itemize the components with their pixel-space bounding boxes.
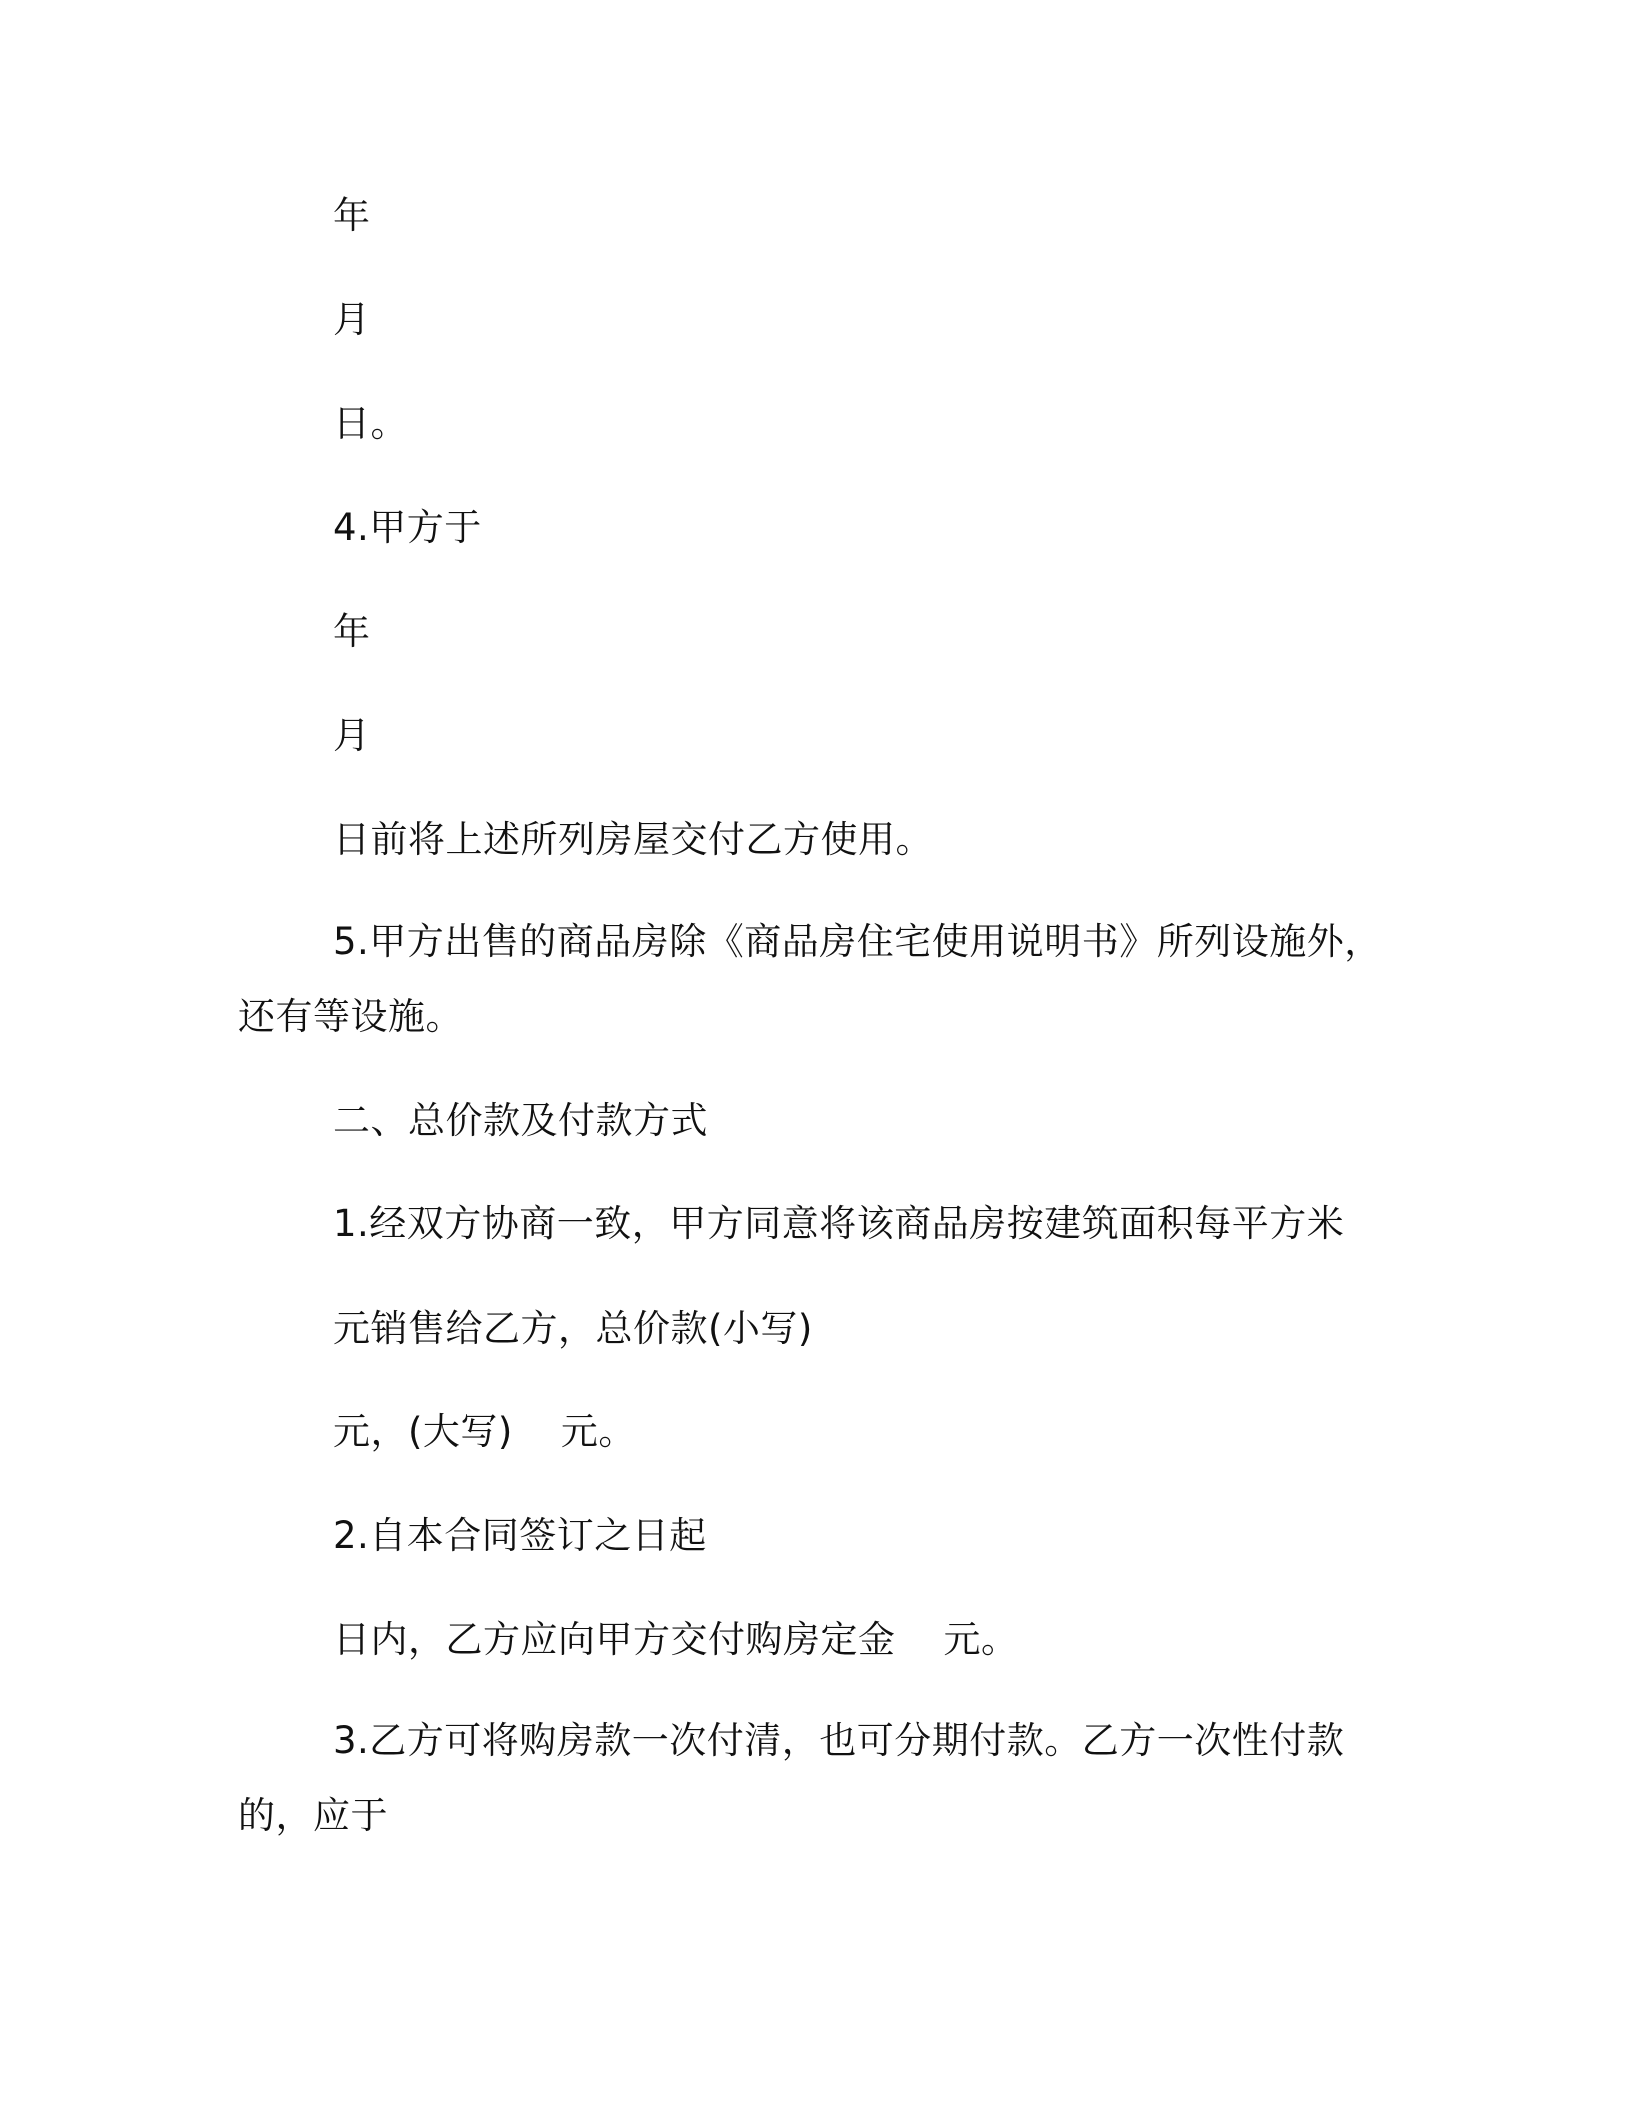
total-capital-label: 元，(大写) [333,1410,513,1453]
text-line-total-small: 元销售给乙方，总价款(小写) [333,1307,813,1350]
text-line-delivery: 日前将上述所列房屋交付乙方使用。 [333,818,933,861]
text-line-clause-4: 4.甲方于 [333,506,482,549]
text-line-year-1: 年 [333,194,371,237]
section-heading-price: 二、总价款及付款方式 [333,1099,708,1142]
text-line-clause-5: 5.甲方出售的商品房除《商品房住宅使用说明书》所列设施外， [333,920,1382,963]
text-line-month-1: 月 [333,298,371,341]
text-line-total-capital [333,1408,636,1456]
text-line-facilities: 还有等设施。 [238,995,463,1038]
deposit-label: 日内，乙方应向甲方交付购房定金 [333,1618,896,1661]
deposit-unit: 元。 [943,1618,1019,1661]
text-line-payment-due: 的，应于 [238,1794,388,1837]
total-capital-unit: 元。 [560,1410,636,1453]
text-line-deposit [333,1616,1019,1664]
text-line-clause-3: 3.乙方可将购房款一次付清，也可分期付款。乙方一次性付款 [333,1719,1345,1762]
text-line-year-2: 年 [333,610,371,653]
text-line-day-1: 日。 [333,402,408,445]
text-line-price-clause-1: 1.经双方协商一致，甲方同意将该商品房按建筑面积每平方米 [333,1202,1345,1245]
text-line-month-2: 月 [333,714,371,757]
text-line-clause-2: 2.自本合同签订之日起 [333,1514,707,1557]
